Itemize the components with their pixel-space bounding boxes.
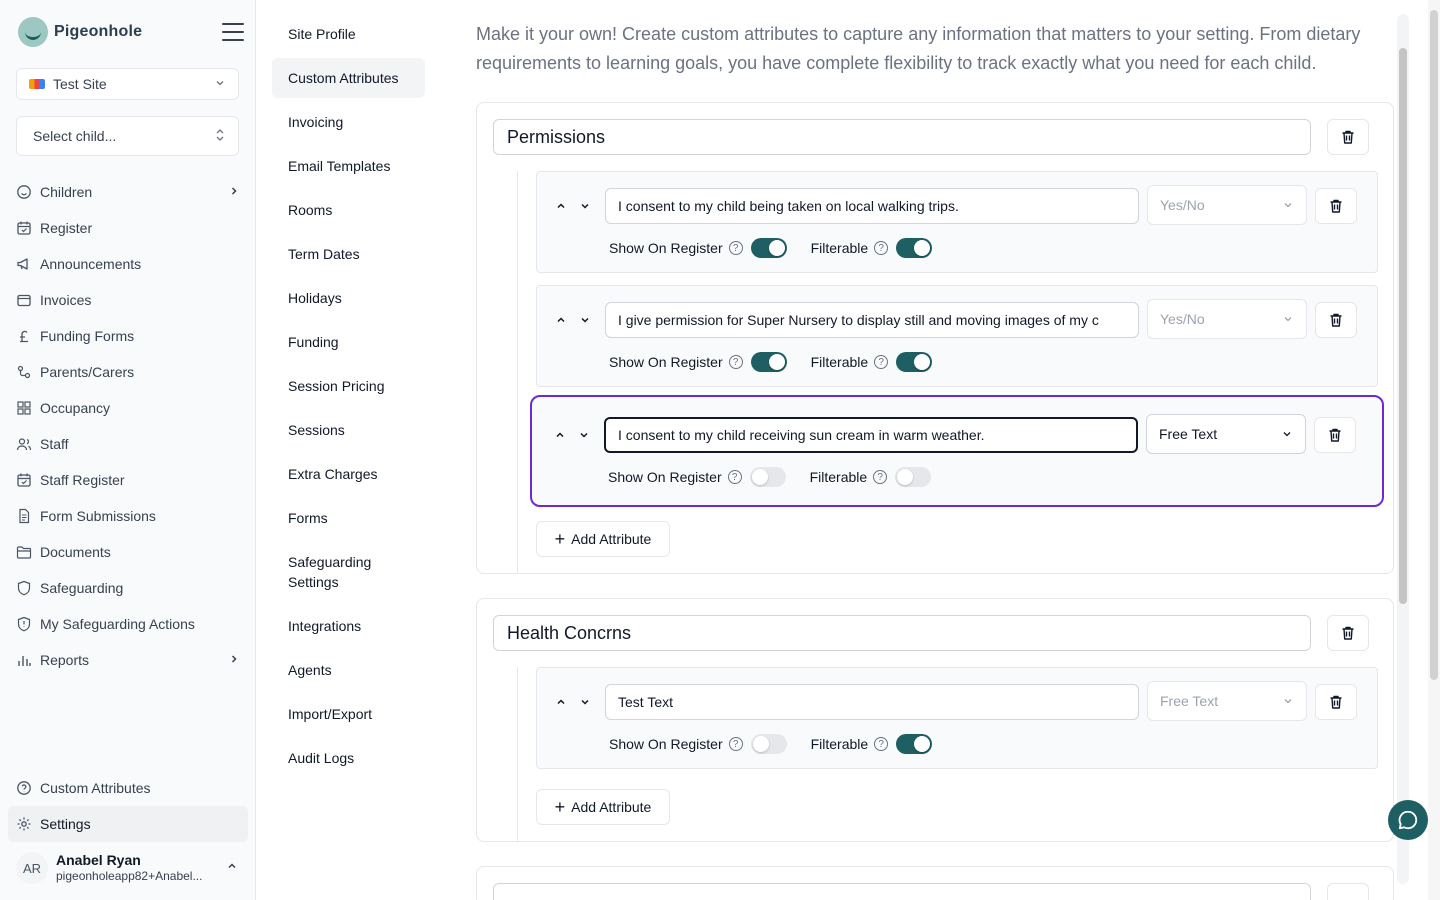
site-select[interactable] [16,68,239,100]
chevron-down-icon [1282,199,1294,211]
attribute-options [608,467,931,487]
child-select[interactable] [16,116,239,156]
add-attribute-label: Add Attribute [571,531,652,547]
delete-group-button[interactable] [1327,615,1369,651]
sidebar-item-children[interactable] [8,174,248,210]
settings-nav-integrations[interactable]: Integrations [288,618,362,634]
attribute-type-value: Free Text [1160,693,1219,709]
site-flag-icon [29,79,45,89]
intro-text: Make it your own! Create custom attributes to capture any information that matters to your setting. From dietary requirements to learning goals, you have complete flexibility to track exactly what you need for each child. [476,24,1361,73]
calendar-check-icon [16,220,32,236]
delete-group-button[interactable] [1327,883,1369,900]
move-down-button[interactable] [577,694,593,710]
settings-nav-sessions[interactable]: Sessions [288,422,345,438]
move-down-button[interactable] [577,198,593,214]
sidebar-item-reports[interactable] [8,642,248,678]
settings-nav-agents[interactable]: Agents [288,662,332,678]
delete-attribute-button[interactable] [1315,302,1357,338]
chevron-down-icon [214,77,226,92]
main-nav [8,174,248,678]
sidebar-item-occupancy[interactable] [8,390,248,426]
filterable-label: Filterable [810,240,869,256]
filterable-label: Filterable [810,736,869,752]
sidebar-item-announcements[interactable] [8,246,248,282]
sidebar-item-label: Register [40,220,93,236]
sidebar-item-label: Custom Attributes [40,780,151,796]
pigeonhole-logo-icon [18,17,48,47]
chevron-down-icon [1282,313,1294,325]
help-icon[interactable]: ? [729,737,743,751]
attribute-type-value: Yes/No [1160,197,1205,213]
attribute-type-value: Free Text [1159,426,1218,442]
wallet-icon [16,292,32,308]
sidebar-item-settings[interactable] [8,806,248,842]
sidebar-item-label: Parents/Carers [40,364,135,380]
settings-nav-extra-charges[interactable]: Extra Charges [288,466,378,482]
filterable-label: Filterable [810,354,869,370]
logo-row [18,16,244,48]
bar-chart-icon [16,652,32,668]
gear-icon [16,816,32,832]
settings-nav-forms[interactable]: Forms [288,510,328,526]
sidebar-item-label: Documents [40,544,111,560]
settings-nav-audit-logs[interactable]: Audit Logs [288,750,355,766]
sidebar-item-safeguarding[interactable] [8,570,248,606]
sidebar-item-label: Occupancy [40,400,111,416]
settings-nav-session-pricing[interactable]: Session Pricing [288,378,385,394]
users-icon [16,436,32,452]
move-up-button[interactable] [552,427,568,443]
help-icon[interactable]: ? [873,470,887,484]
settings-nav-holidays[interactable]: Holidays [288,290,342,306]
sidebar-item-label: Children [40,184,93,200]
show-on-register-label: Show On Register [608,469,722,485]
attribute-card [536,171,1378,273]
sidebar-item-label: Funding Forms [40,328,135,344]
chevron-down-icon [1282,695,1294,707]
show-on-register-toggle[interactable] [750,467,786,487]
help-icon[interactable]: ? [874,355,888,369]
hamburger-menu-button[interactable] [222,23,244,41]
attribute-name-input[interactable]: I give permission for Super Nursery to display still and moving images of my c [605,302,1139,338]
attribute-type-select [1147,299,1307,339]
show-on-register-toggle[interactable] [751,734,787,754]
delete-attribute-button[interactable] [1315,684,1357,720]
site-select-value: Test Site [53,76,107,92]
sidebar-item-label: Safeguarding [40,580,124,596]
smile-icon [16,184,32,200]
show-on-register-label: Show On Register [609,240,723,256]
attribute-type-value: Yes/No [1160,311,1205,327]
show-on-register-toggle[interactable] [751,238,787,258]
user-email: pigeonholeapp82+Anabel... [56,869,203,884]
attribute-type-select[interactable] [1146,414,1306,454]
reorder-controls [553,312,593,328]
settings-nav-rooms[interactable]: Rooms [288,202,333,218]
move-up-button[interactable] [553,312,569,328]
settings-nav-custom-attributes[interactable]: Custom Attributes [272,58,425,98]
sidebar-item-funding-forms[interactable] [8,318,248,354]
add-attribute-label: Add Attribute [571,799,652,815]
trash-icon [1340,625,1356,641]
show-on-register-label: Show On Register [609,736,723,752]
sidebar-item-form-submissions[interactable] [8,498,248,534]
attribute-group-card [476,866,1394,900]
attribute-name-input[interactable]: Test Text [605,684,1139,720]
move-down-button[interactable] [577,312,593,328]
group-attributes [517,667,1397,841]
filterable-toggle[interactable] [896,352,932,372]
sidebar [0,0,256,900]
sidebar-item-invoices[interactable] [8,282,248,318]
delete-attribute-button[interactable] [1315,188,1357,224]
chat-bubble-icon [1397,809,1419,831]
filterable-label: Filterable [809,469,868,485]
grid-icon [16,400,32,416]
delete-group-button[interactable] [1327,119,1369,155]
sidebar-item-staff-register[interactable] [8,462,248,498]
trash-icon [1327,427,1343,443]
settings-nav-site-profile[interactable]: Site Profile [288,26,356,42]
sidebar-item-label: Form Submissions [40,508,156,524]
settings-nav-invoicing[interactable]: Invoicing [288,114,344,130]
sidebar-item-register[interactable] [8,210,248,246]
trash-icon [1340,129,1356,145]
content-scroll-thumb[interactable] [1399,48,1407,604]
help-icon[interactable]: ? [874,241,888,255]
help-icon[interactable]: ? [874,737,888,751]
sidebar-item-custom-attributes[interactable] [8,770,248,806]
attribute-type-select [1147,185,1307,225]
attribute-card [536,285,1378,387]
pound-icon [16,328,32,344]
settings-nav-import-export[interactable]: Import/Export [288,706,373,722]
trash-icon [1328,198,1344,214]
reorder-controls [553,694,593,710]
shield-alert-icon [16,616,32,632]
chevron-right-icon [228,184,240,200]
help-icon[interactable]: ? [729,355,743,369]
sidebar-item-my-safeguarding-actions[interactable] [8,606,248,642]
trash-icon [1328,694,1344,710]
attribute-card [536,667,1378,769]
help-circle-icon [16,780,32,796]
settings-nav-term-dates[interactable]: Term Dates [288,246,360,262]
filterable-toggle[interactable] [896,734,932,754]
attribute-options [609,352,932,372]
add-attribute-button[interactable] [536,789,670,825]
add-attribute-button[interactable] [536,521,670,557]
sidebar-item-label: Invoices [40,292,92,308]
sidebar-item-parents-carers[interactable] [8,354,248,390]
settings-nav-email-templates[interactable]: Email Templates [288,158,391,174]
filterable-toggle[interactable] [896,238,932,258]
help-icon[interactable]: ? [729,241,743,255]
settings-nav-safeguarding-settings[interactable]: Safeguarding Settings [288,554,372,590]
group-title-input[interactable]: Health Concrns [493,615,1311,651]
chat-button[interactable] [1388,800,1428,840]
megaphone-icon [16,256,32,272]
attribute-type-select [1147,681,1307,721]
group-title-input[interactable] [493,883,1311,900]
user-name: Anabel Ryan [56,852,141,869]
settings-nav [272,14,425,782]
chevron-right-icon [228,652,240,668]
sidebar-item-label: Reports [40,652,90,668]
attribute-group-card [476,598,1394,842]
page-scrollbar[interactable] [1428,0,1440,900]
show-on-register-label: Show On Register [609,354,723,370]
chevron-up-icon [226,859,238,877]
move-up-button[interactable] [553,198,569,214]
user-info [56,852,202,883]
user-menu[interactable] [16,848,244,888]
sidebar-item-label: Staff Register [40,472,125,488]
bottom-nav [8,770,248,842]
move-down-button[interactable] [576,427,592,443]
reorder-controls [552,427,592,443]
trash-icon [1328,312,1344,328]
avatar: AR [16,852,48,884]
sidebar-item-staff[interactable] [8,426,248,462]
sidebar-item-label: Staff [40,436,69,452]
attribute-group-card [476,102,1394,574]
show-on-register-toggle[interactable] [751,352,787,372]
app-name: Pigeonhole [54,23,143,40]
shield-icon [16,580,32,596]
attribute-card [530,395,1384,507]
sidebar-item-documents[interactable] [8,534,248,570]
sidebar-item-label: Settings [40,816,91,832]
attribute-options [609,734,932,754]
document-icon [16,508,32,524]
content-scrollbar[interactable] [1397,14,1409,884]
folder-icon [16,544,32,560]
plus-icon: + [554,797,566,817]
page-scroll-thumb[interactable] [1430,10,1438,680]
calendar-check-icon [16,472,32,488]
people-link-icon [16,364,32,380]
plus-icon: + [554,529,566,549]
delete-attribute-button[interactable] [1314,417,1356,453]
help-icon[interactable]: ? [728,470,742,484]
chevron-up-down-icon [214,127,226,146]
attribute-name-input[interactable]: I consent to my child receiving sun cream in warm weather. [604,417,1138,453]
filterable-toggle[interactable] [895,467,931,487]
settings-nav-funding[interactable]: Funding [288,334,339,350]
chevron-down-icon [1281,428,1293,440]
attribute-options [609,238,932,258]
group-attributes [517,171,1397,573]
reorder-controls [553,198,593,214]
sidebar-item-label: My Safeguarding Actions [40,616,195,632]
group-title-input[interactable]: Permissions [493,119,1311,155]
child-select-placeholder: Select child... [33,128,117,144]
sidebar-item-label: Announcements [40,256,142,272]
attribute-name-input[interactable]: I consent to my child being taken on local walking trips. [605,188,1139,224]
move-up-button[interactable] [553,694,569,710]
